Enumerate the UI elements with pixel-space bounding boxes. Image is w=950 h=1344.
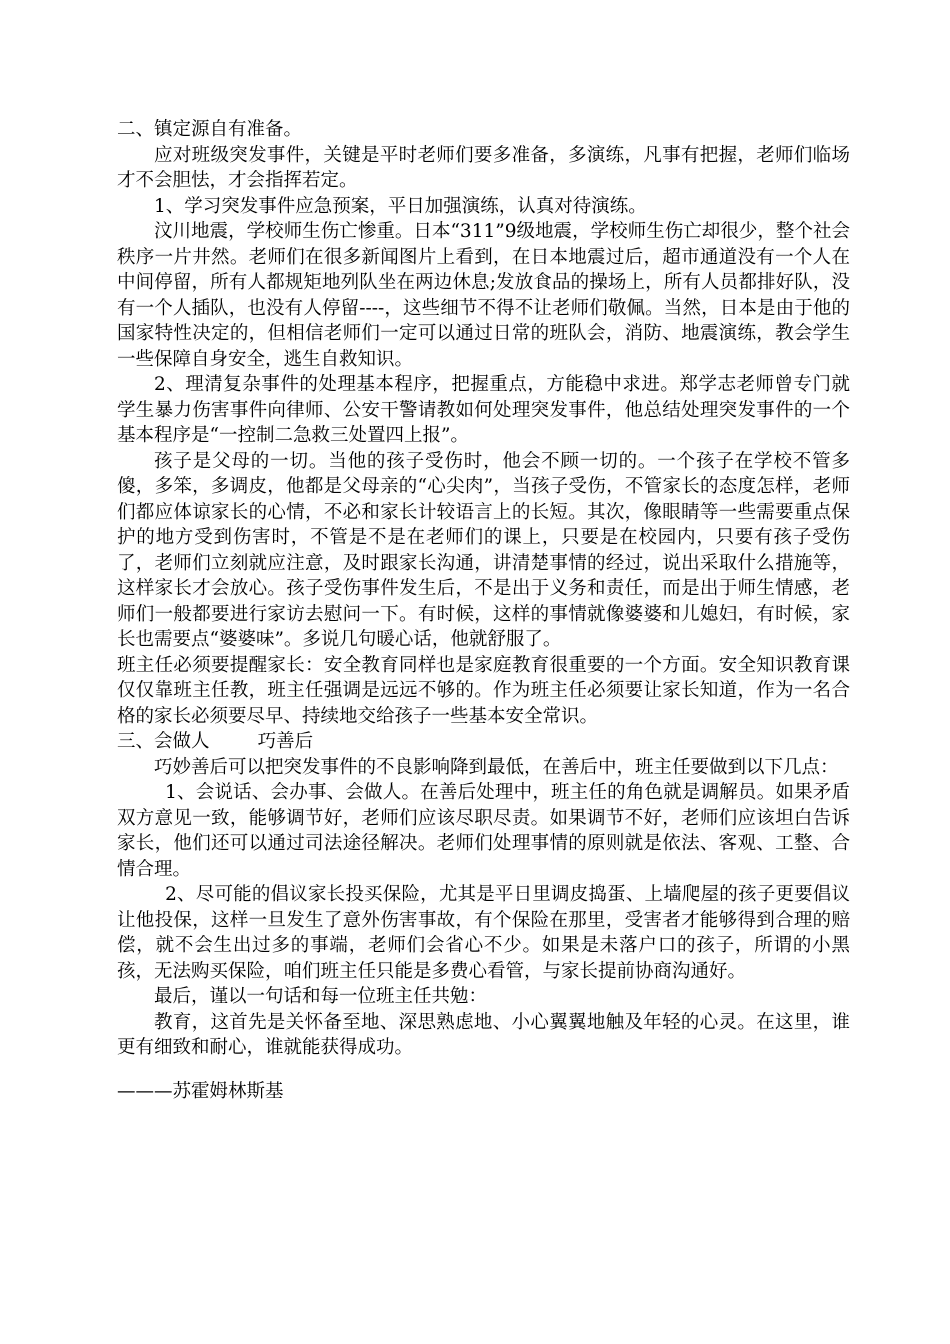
section2-intro: 应对班级突发事件，关键是平时老师们要多准备，多演练，凡事有把握，老师们临场才不会胆怯，才会指挥若定。	[117, 144, 850, 191]
point1-heading: 1、学习突发事件应急预案，平日加强演练，认真对待演练。	[154, 195, 647, 217]
parent-reminder: 班主任必须要提醒家长：安全教育同样也是家庭教育很重要的一个方面。安全知识教育课仅仅靠班主任教，班主任强调是远远不够的。作为班主任必须要让家长知道，作为一名合格的家长必须要尽早、持续地交给孩子一些基本安全常识。	[117, 654, 850, 727]
point1-body: 汶川地震，学校师生伤亡惨重。日本“311”9级地震，学校师生伤亡却很少，整个社会秩序一片井然。老师们在很多新闻图片上看到，在日本地震过后，超市通道没有一个人在中间停留，所有人都规矩地列队坐在两边休息;发放食品的操场上，所有人员都排好队，没有一个人插队，也没有人停留----，这些细节不得不让老师们敬佩。当然，日本是由于他的国家特性决定的，但相信老师们一定可以通过日常的班队会，消防、地震演练，教会学生一些保障自身安全，逃生自救知识。	[117, 221, 850, 370]
section3-point1: 1、会说话、会办事、会做人。在善后处理中，班主任的角色就是调解员。如果矛盾双方意见一致，能够调节好，老师们应该尽职尽责。如果调节不好，老师们应该坦白告诉家长，他们还可以通过司法途径解决。老师们处理事情的原则就是依法、客观、工整、合情合理。	[117, 782, 850, 880]
section2-heading: 二、镇定源自有准备。	[117, 119, 303, 140]
section3-heading-part1: 三、会做人	[117, 731, 210, 752]
section3-intro: 巧妙善后可以把突发事件的不良影响降到最低，在善后中，班主任要做到以下几点：	[154, 756, 839, 778]
section3-heading-part2: 巧善后	[257, 731, 314, 752]
closing-intro: 最后，谨以一句话和每一位班主任共勉：	[154, 986, 488, 1007]
point2-heading: 2、理清复杂事件的处理基本程序，把握重点，方能稳中求进。郑学志老师曾专门就学生暴力伤害事件向律师、公安干警请教如何处理突发事件，他总结处理突发事件的一个基本程序是“一控制二急救三处置四上报”。	[117, 374, 850, 446]
closing-quote: 教育，这首先是关怀备至地、深思熟虑地、小心翼翼地触及年轻的心灵。在这里，谁更有细致和耐心，谁就能获得成功。	[117, 1011, 850, 1058]
section3-point2: 2、尽可能的倡议家长投买保险，尤其是平日里调皮捣蛋、上墙爬屋的孩子更要倡议让他投保，这样一旦发生了意外伤害事故，有个保险在那里，受害者才能够得到合理的赔偿，就不会生出过多的事端，老师们会省心不少。如果是未落户口的孩子，所谓的小黑孩，无法购买保险，咱们班主任只能是多费心看管，与家长提前协商沟通好。	[117, 884, 850, 982]
document-page	[117, 117, 850, 1104]
section3-heading	[117, 729, 850, 755]
quote-signature: ———苏霍姆林斯基	[117, 1080, 284, 1102]
point2-body: 孩子是父母的一切。当他的孩子受伤时，他会不顾一切的。一个孩子在学校不管多傻，多笨，多调皮，他都是父母亲的“心尖肉”，当孩子受伤，不管家长的态度怎样，老师们都应体谅家长的心情，不必和家长计较语言上的长短。其次，像眼睛等一些需要重点保护的地方受到伤害时，不管是不是在老师们的课上，只要是在校园内，只要有孩子受伤了，老师们立刻就应注意，及时跟家长沟通，讲清楚事情的经过，说出采取什么措施等，这样家长才会放心。孩子受伤事件发生后，不是出于义务和责任，而是出于师生情感，老师们一般都要进行家访去慰问一下。有时候，这样的事情就像婆婆和儿媳妇，有时候，家长也需要点“婆婆味”。多说几句暖心话，他就舒服了。	[117, 450, 850, 650]
